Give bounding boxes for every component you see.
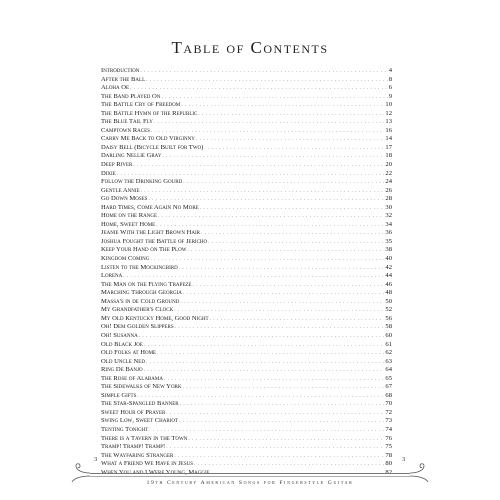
toc-dot-leader xyxy=(141,188,385,197)
toc-entry[interactable] xyxy=(101,452,392,461)
toc-entry-page: 46 xyxy=(385,280,392,288)
toc-entry[interactable] xyxy=(101,306,392,315)
toc-dot-leader xyxy=(180,299,384,308)
toc-entry-page: 12 xyxy=(385,109,392,117)
toc-dot-leader xyxy=(187,247,384,256)
toc-entry[interactable] xyxy=(101,255,392,264)
toc-entry[interactable] xyxy=(101,323,392,332)
toc-entry-page: 28 xyxy=(385,195,392,203)
toc-entry[interactable] xyxy=(101,212,392,221)
toc-entry-page: 38 xyxy=(385,246,392,254)
footer-rule xyxy=(90,473,410,474)
toc-entry-page: 62 xyxy=(385,349,392,357)
toc-entry-page: 4 xyxy=(388,67,392,74)
toc-entry-title: Listen to the Mockingbird xyxy=(101,263,178,271)
toc-entry[interactable] xyxy=(101,135,392,144)
toc-entry-page: 17 xyxy=(385,143,392,151)
toc-dot-leader xyxy=(144,342,384,351)
toc-entry[interactable] xyxy=(101,84,392,93)
toc-entry-title: Massa's in de Cold Ground xyxy=(101,297,180,305)
toc-entry-page: 61 xyxy=(385,340,392,348)
toc-dot-leader xyxy=(166,444,384,453)
toc-entry[interactable] xyxy=(101,443,392,452)
toc-entry[interactable] xyxy=(101,332,392,341)
toc-dot-leader xyxy=(157,350,384,359)
toc-entry-page: 72 xyxy=(385,408,392,416)
toc-dot-leader xyxy=(158,213,384,222)
toc-entry[interactable] xyxy=(101,349,392,358)
toc-entry-page: 78 xyxy=(385,451,392,459)
toc-dot-leader xyxy=(144,367,385,376)
toc-entry-title: Jeanie With the Light Brown Hair xyxy=(101,229,200,237)
toc-dot-leader xyxy=(139,333,385,342)
toc-entry[interactable] xyxy=(101,178,392,187)
toc-entry-title: Simple Gifts xyxy=(101,391,137,399)
toc-entry-page: 10 xyxy=(385,101,392,109)
toc-dot-leader xyxy=(198,111,384,120)
toc-entry-title: Dixie xyxy=(101,169,116,177)
toc-entry-title: Daisy Bell (Bicycle Built for Two) xyxy=(101,143,204,151)
toc-entry-title: The Band Played On xyxy=(101,92,161,100)
toc-dot-leader xyxy=(174,453,384,462)
toc-entry-title: Go Down Moses xyxy=(101,195,148,203)
toc-entry-title: The Blue Tail Fly xyxy=(101,118,153,126)
toc-entry-title: Old Folks at Home xyxy=(101,349,157,357)
toc-entry[interactable] xyxy=(101,101,392,110)
toc-dot-leader xyxy=(181,102,384,111)
toc-entry-title: Joshua Fought the Battle of Jericho xyxy=(101,237,208,245)
toc-entry-title: Tenting Tonight xyxy=(101,425,149,433)
toc-entry-title: Hard Times, Come Again No More xyxy=(101,203,199,211)
toc-entry-page: 64 xyxy=(385,366,392,374)
toc-entry-page: 73 xyxy=(385,417,392,425)
toc-entry[interactable] xyxy=(101,281,392,290)
toc-entry[interactable] xyxy=(101,400,392,409)
toc-entry-title: The Battle Hymn of the Republic xyxy=(101,109,198,117)
toc-entry-title: Old Uncle Ned xyxy=(101,357,145,365)
toc-entry-title: My Grandfather's Clock xyxy=(101,306,174,314)
toc-entry-title: Home, Sweet Home xyxy=(101,220,156,228)
toc-entry-page: 30 xyxy=(385,203,392,211)
toc-entry-title: The Rose of Alabama xyxy=(101,374,163,382)
toc-dot-leader xyxy=(183,179,384,188)
toc-entry[interactable] xyxy=(101,366,392,375)
toc-entry-title: The Sidewalks of New York xyxy=(101,383,182,391)
toc-entry-page: 80 xyxy=(385,460,392,468)
toc-dot-leader xyxy=(164,376,384,385)
toc-entry[interactable] xyxy=(101,358,392,367)
toc-dot-leader xyxy=(180,401,385,410)
footer-rule-secondary xyxy=(90,476,410,477)
toc-entry[interactable] xyxy=(101,272,392,281)
toc-entry-page: 34 xyxy=(385,220,392,228)
toc-entry-title: Keep Your Hand on The Plow xyxy=(101,246,187,254)
toc-entry[interactable] xyxy=(101,264,392,273)
toc-entry-title: After the Ball xyxy=(101,75,146,83)
toc-dot-leader xyxy=(154,119,385,128)
toc-entry[interactable] xyxy=(101,375,392,384)
toc-entry[interactable] xyxy=(101,195,392,204)
toc-entry[interactable] xyxy=(101,417,392,426)
toc-dot-leader xyxy=(175,324,385,333)
toc-dot-leader xyxy=(200,205,385,214)
toc-entry[interactable] xyxy=(101,409,392,418)
toc-entry[interactable] xyxy=(101,246,392,255)
toc-entry-title: The Wayfaring Stranger xyxy=(101,451,174,459)
toc-dot-leader xyxy=(146,359,384,368)
toc-entry-title: The Man on the Flying Trapeze xyxy=(101,280,192,288)
toc-entry[interactable] xyxy=(101,238,392,247)
toc-entry[interactable] xyxy=(101,383,392,392)
toc-entry-page: 40 xyxy=(385,255,392,263)
toc-entry-page: 6 xyxy=(388,84,392,92)
toc-entry[interactable] xyxy=(101,127,392,136)
toc-entry-page: 22 xyxy=(385,169,392,177)
toc-entry[interactable] xyxy=(101,93,392,102)
toc-entry[interactable] xyxy=(101,298,392,307)
toc-entry-page: 63 xyxy=(385,357,392,365)
toc-entry-title: The Battle Cry of Freedom xyxy=(101,101,181,109)
toc-entry-title: The Star-Spangled Banner xyxy=(101,400,179,408)
toc-entry[interactable] xyxy=(101,204,392,213)
toc-dot-leader xyxy=(146,77,388,86)
toc-entry-title: Oh! Dem Golden Slippers xyxy=(101,323,174,331)
toc-dot-leader xyxy=(166,410,384,419)
toc-entry-page: 58 xyxy=(385,323,392,331)
toc-entry[interactable] xyxy=(101,392,392,401)
toc-entry[interactable] xyxy=(101,67,392,76)
toc-entry-page: 67 xyxy=(385,383,392,391)
toc-entry[interactable] xyxy=(101,435,392,444)
toc-dot-leader xyxy=(140,68,387,77)
page-number-right: 3 xyxy=(402,456,406,463)
toc-entry[interactable] xyxy=(101,161,392,170)
toc-entry[interactable] xyxy=(101,110,392,119)
page-number-left: 3 xyxy=(94,456,98,463)
toc-entry-page: 8 xyxy=(388,75,392,83)
toc-entry-page: 16 xyxy=(385,126,392,134)
toc-entry-title: Old Black Joe xyxy=(101,340,143,348)
toc-entry-title: Follow the Drinking Gourd xyxy=(101,178,183,186)
toc-entry[interactable] xyxy=(101,221,392,230)
toc-entry-page: 13 xyxy=(385,118,392,126)
toc-entry-page: 65 xyxy=(385,374,392,382)
toc-entry[interactable] xyxy=(101,144,392,153)
toc-entry[interactable] xyxy=(101,187,392,196)
table-of-contents xyxy=(101,67,392,477)
toc-entry-title: Ring De Banjo xyxy=(101,366,143,374)
toc-entry-page: 56 xyxy=(385,314,392,322)
toc-entry-title: Carry Me Back to Old Virginny xyxy=(101,135,195,143)
toc-entry-page: 74 xyxy=(385,425,392,433)
toc-entry-page: 9 xyxy=(388,92,392,100)
book-title: 19th Century American Songs for Fingerstyle Guitar xyxy=(146,480,354,486)
toc-entry-page: 68 xyxy=(385,391,392,399)
toc-dot-leader xyxy=(194,461,384,470)
toc-entry-title: Camptown Races xyxy=(101,126,150,134)
toc-entry[interactable] xyxy=(101,315,392,324)
toc-entry-title: My Old Kentucky Home, Good Night xyxy=(101,314,209,322)
toc-entry-title: Home on the Range xyxy=(101,212,158,220)
toc-entry-title: Gentle Annie xyxy=(101,186,140,194)
toc-entry-title: Marching Through Georgia xyxy=(101,289,182,297)
toc-entry-title: Sweet Hour of Prayer xyxy=(101,408,166,416)
toc-entry-page: 76 xyxy=(385,434,392,442)
toc-dot-leader xyxy=(210,316,385,325)
toc-entry-title: Kingdom Coming xyxy=(101,255,150,263)
toc-dot-leader xyxy=(179,418,384,427)
toc-entry-page: 52 xyxy=(385,306,392,314)
toc-entry-page: 35 xyxy=(385,237,392,245)
toc-entry[interactable] xyxy=(101,152,392,161)
toc-entry[interactable] xyxy=(101,341,392,350)
toc-entry-title: Tramp! Tramp! Tramp! xyxy=(101,443,166,451)
toc-entry-page: 50 xyxy=(385,297,392,305)
toc-entry-page: 36 xyxy=(385,229,392,237)
toc-dot-leader xyxy=(161,94,387,103)
toc-dot-leader xyxy=(179,265,385,274)
toc-dot-leader xyxy=(192,282,384,291)
toc-entry-page: 48 xyxy=(385,289,392,297)
toc-entry-title: What a Friend We Have in Jesus xyxy=(101,460,194,468)
toc-dot-leader xyxy=(183,384,385,393)
toc-dot-leader xyxy=(196,136,385,145)
toc-entry-page: 18 xyxy=(385,152,392,160)
toc-entry-page: 60 xyxy=(385,331,392,339)
toc-entry-page: 44 xyxy=(385,272,392,280)
toc-entry[interactable] xyxy=(101,289,392,298)
toc-entry-title: Aloha Oe xyxy=(101,84,130,92)
toc-entry-title: There is a Tavern in the Town xyxy=(101,434,188,442)
toc-entry-page: 14 xyxy=(385,135,392,143)
toc-entry-page: 20 xyxy=(385,161,392,169)
toc-dot-leader xyxy=(201,230,384,239)
toc-dot-leader xyxy=(183,290,385,299)
toc-entry[interactable] xyxy=(101,460,392,469)
toc-entry-page: 26 xyxy=(385,186,392,194)
toc-entry[interactable] xyxy=(101,229,392,238)
toc-entry-title: Oh! Susanna xyxy=(101,331,138,339)
toc-entry-page: 70 xyxy=(385,400,392,408)
toc-entry-page: 42 xyxy=(385,263,392,271)
toc-entry[interactable] xyxy=(101,170,392,179)
toc-entry-page: 75 xyxy=(385,443,392,451)
toc-dot-leader xyxy=(162,153,384,162)
toc-dot-leader xyxy=(133,162,384,171)
toc-entry-title: Swing Low, Sweet Chariot xyxy=(101,417,179,425)
toc-dot-leader xyxy=(188,436,384,445)
toc-dot-leader xyxy=(150,256,384,265)
toc-entry-title: Deep River xyxy=(101,161,133,169)
toc-entry-title: Lorena xyxy=(101,272,123,280)
toc-entry-title: Introduction xyxy=(101,67,140,74)
toc-dot-leader xyxy=(130,85,388,94)
toc-entry-page: 32 xyxy=(385,212,392,220)
toc-entry[interactable] xyxy=(101,118,392,127)
toc-entry-title: Darling Nellie Gray xyxy=(101,152,162,160)
toc-entry[interactable] xyxy=(101,426,392,435)
toc-entry[interactable] xyxy=(101,76,392,85)
page-title: Table of Contents xyxy=(171,38,329,57)
toc-dot-leader xyxy=(208,239,384,248)
toc-entry-page: 24 xyxy=(385,178,392,186)
toc-dot-leader xyxy=(204,145,384,154)
